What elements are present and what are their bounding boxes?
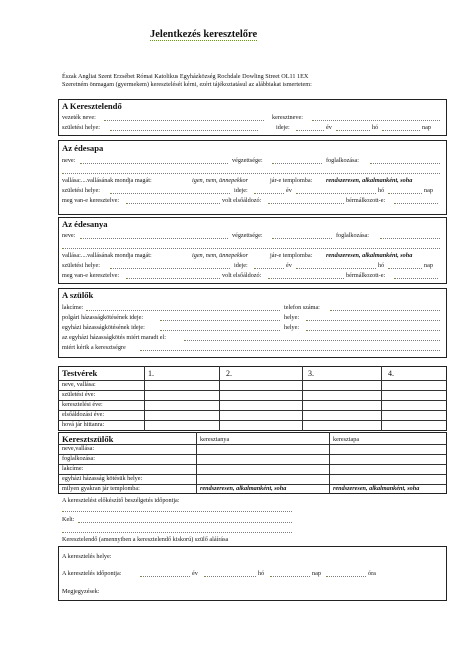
keresztszulok-heading: Keresztszülők bbox=[62, 434, 114, 444]
anya-megvane-field[interactable] bbox=[126, 272, 220, 279]
polgari-helye-label: helye: bbox=[284, 314, 300, 321]
keresztapa-freq: rendszeresen, alkalmanként, soha bbox=[333, 485, 420, 492]
testver-col-3: 3. bbox=[308, 369, 314, 378]
apa-extra-line[interactable] bbox=[62, 167, 440, 174]
megjegyzes-label: Megjegyzések: bbox=[62, 588, 100, 595]
nap-label: nap bbox=[422, 124, 431, 131]
miert-label: miért kérik a keresztségre bbox=[62, 344, 126, 351]
anya-templomba-label: jár-e templomba: bbox=[270, 252, 313, 259]
keresztszulo-row-label: egyházi házasság kötésük helye: bbox=[62, 475, 143, 482]
intro-line-1: Észak Angliai Szent Erzsébet Római Katolikus Egyházközség Rochdale Dowling Street OL11 1EX bbox=[62, 73, 309, 80]
apa-foglalkozasa-label: foglalkozása: bbox=[326, 157, 359, 164]
apa-ev-label: év bbox=[286, 187, 292, 194]
testver-col-4: 4. bbox=[388, 369, 394, 378]
idopont-nap-label: nap bbox=[312, 570, 321, 577]
apa-elsoaldozo-field[interactable] bbox=[268, 197, 344, 204]
ideje-label: ideje: bbox=[276, 124, 290, 131]
apa-szuletesi-helye-field[interactable] bbox=[110, 187, 230, 194]
apa-ev-field[interactable] bbox=[254, 187, 284, 194]
telefon-label: telefon száma: bbox=[284, 304, 320, 311]
szuletesi-helye-field[interactable] bbox=[110, 124, 258, 131]
szuletesi-helye-label: születési helye: bbox=[62, 124, 100, 131]
elmaradt-label: az egyházi házasságkötés miért maradt el: bbox=[62, 334, 166, 341]
alairas-label: Keresztelendő (amennyiben a keresztelendő kiskorú) szülő aláírása bbox=[62, 536, 229, 543]
anya-extra-line[interactable] bbox=[62, 242, 440, 249]
ho-label: hó bbox=[372, 124, 379, 131]
apa-foglalkozasa-field[interactable] bbox=[370, 157, 440, 164]
ev-label: év bbox=[326, 124, 332, 131]
testver-col-1: 1. bbox=[148, 369, 154, 378]
anya-foglalkozasa-field[interactable] bbox=[380, 232, 440, 239]
keresztszulo-row-label: milyen gyakran jár templomba: bbox=[62, 485, 140, 492]
egyhazi-helye-label: helye: bbox=[284, 324, 300, 331]
edesanya-heading: Az édesanya bbox=[62, 219, 108, 229]
anya-neve-field[interactable] bbox=[80, 232, 228, 239]
anya-templomba-options: rendszeresen, alkalmanként, soha bbox=[326, 252, 413, 259]
anya-ev-label: év bbox=[286, 262, 292, 269]
anya-vegzettsege-field[interactable] bbox=[272, 232, 332, 239]
idopont-ho-label: hó bbox=[258, 570, 265, 577]
alairas-field[interactable] bbox=[62, 526, 292, 533]
idopont-ora-field[interactable] bbox=[326, 570, 366, 577]
testver-col-2: 2. bbox=[226, 369, 232, 378]
keresztszulo-row-label: lakcíme: bbox=[62, 465, 84, 472]
idopont-ev-label: év bbox=[192, 570, 198, 577]
egyhazi-label: egyházi házasságkötésének ideje: bbox=[62, 324, 145, 331]
vezeteknev-label: vezeték neve: bbox=[62, 114, 96, 121]
apa-neve-label: neve: bbox=[62, 157, 76, 164]
elokeszito-label: A keresztelést előkészítő beszélgetés időpontja: bbox=[62, 497, 180, 504]
elokeszito-field[interactable] bbox=[62, 505, 292, 512]
testverek-heading: Testvérek bbox=[62, 368, 98, 378]
apa-templomba-options: rendszeresen, alkalmanként, soha bbox=[326, 177, 413, 184]
keresztszulo-row-label: neve,vallása: bbox=[62, 445, 95, 452]
egyhazi-field[interactable] bbox=[160, 324, 280, 331]
elmaradt-field[interactable] bbox=[184, 334, 440, 341]
apa-vallasa-options: igen, nem, ünnepekkor bbox=[192, 177, 249, 184]
apa-nap-field[interactable] bbox=[388, 187, 422, 194]
apa-vegzettsege-field[interactable] bbox=[272, 157, 322, 164]
ev-field[interactable] bbox=[296, 124, 324, 131]
szulok-heading: A szülők bbox=[62, 290, 94, 300]
keresztszulo-row-label: foglalkozása: bbox=[62, 455, 95, 462]
apa-ho-field[interactable] bbox=[296, 187, 376, 194]
apa-bermalkozott-field[interactable] bbox=[394, 197, 438, 204]
apa-nap-label: nap bbox=[424, 187, 433, 194]
polgari-label: polgári házasságkötésének ideje: bbox=[62, 314, 144, 321]
apa-megvane-label: meg van-e keresztelve: bbox=[62, 197, 120, 204]
keresztnev-field[interactable] bbox=[312, 114, 440, 121]
anya-vallasa-options: igen, nem, ünnepekkor bbox=[192, 252, 249, 259]
testver-row-label: születési éve: bbox=[62, 391, 96, 398]
polgari-helye-field[interactable] bbox=[306, 314, 440, 321]
apa-vallasa-label: vallása:....vallásának mondja magát: bbox=[62, 177, 152, 184]
title-text: Jelentkezés keresztelőre bbox=[150, 29, 258, 40]
anya-elsoaldozo-field[interactable] bbox=[268, 272, 344, 279]
keresztanya-col: keresztanya bbox=[200, 436, 230, 443]
anya-nap-field[interactable] bbox=[388, 262, 422, 269]
document-title bbox=[150, 29, 257, 40]
ho-field[interactable] bbox=[336, 124, 370, 131]
anya-szuletesi-helye-label: születési helye: bbox=[62, 262, 100, 269]
testver-row-label: elsőáldozási éve: bbox=[62, 411, 105, 418]
anya-vegzettsege-label: végzettsége: bbox=[232, 232, 263, 239]
keresztelendo-heading: A Keresztelendő bbox=[62, 101, 122, 111]
anya-nap-label: nap bbox=[424, 262, 433, 269]
idopont-nap-field[interactable] bbox=[270, 570, 310, 577]
edesapa-heading: Az édesapa bbox=[62, 143, 104, 153]
polgari-field[interactable] bbox=[160, 314, 280, 321]
kelt-field[interactable] bbox=[78, 516, 292, 523]
anya-vallasa-label: vallása:....vallásának mondja magát: bbox=[62, 252, 152, 259]
testver-row-label: neve, vallása: bbox=[62, 381, 96, 388]
nap-field[interactable] bbox=[382, 124, 420, 131]
vezeteknev-field[interactable] bbox=[104, 114, 264, 121]
anya-bermalkozott-field[interactable] bbox=[394, 272, 438, 279]
apa-elsoaldozo-label: volt elsőáldozó: bbox=[222, 197, 262, 204]
apa-ideje-label: ideje: bbox=[234, 187, 248, 194]
keresztnev-label: keresztneve: bbox=[272, 114, 303, 121]
testver-row-label: keresztelési éve: bbox=[62, 401, 103, 408]
testver-row-label: hová jár hittanra: bbox=[62, 421, 105, 428]
apa-megvane-field[interactable] bbox=[126, 197, 220, 204]
anya-szuletesi-helye-field[interactable] bbox=[110, 262, 230, 269]
anya-neve-label: neve: bbox=[62, 232, 76, 239]
idopont-ev-field[interactable] bbox=[140, 570, 190, 577]
anya-bermalkozott-label: bérmálkozott-e: bbox=[346, 272, 386, 279]
anya-ho-field[interactable] bbox=[296, 262, 376, 269]
anya-ev-field[interactable] bbox=[254, 262, 284, 269]
apa-templomba-label: jár-e templomba: bbox=[270, 177, 313, 184]
keresztapa-col: keresztapa bbox=[333, 436, 360, 443]
apa-vegzettsege-label: végzettsége: bbox=[232, 157, 263, 164]
apa-ho-label: hó bbox=[378, 187, 385, 194]
telefon-field[interactable] bbox=[330, 304, 440, 311]
idopont-ora-label: óra bbox=[368, 570, 376, 577]
miert-field[interactable] bbox=[140, 344, 440, 351]
apa-bermalkozott-label: bérmálkozott-e: bbox=[346, 197, 386, 204]
apa-neve-field[interactable] bbox=[80, 157, 228, 164]
intro-line-2: Szeretném önmagam (gyermekem) keresztelését kérni, ezért tájékoztatásul az alábbiakat ismertetem: bbox=[62, 81, 312, 88]
keresztelés-helye-label: A keresztelés helye: bbox=[62, 553, 112, 560]
apa-szuletesi-helye-label: születési helye: bbox=[62, 187, 100, 194]
idopont-ho-field[interactable] bbox=[204, 570, 256, 577]
lakcime-label: lakcíme: bbox=[62, 304, 84, 311]
keresztelés-idopont-label: A keresztelés időpontja: bbox=[62, 570, 122, 577]
anya-elsoaldozo-label: volt elsőáldozó: bbox=[222, 272, 262, 279]
kelt-label: Kelt: bbox=[62, 516, 75, 523]
egyhazi-helye-field[interactable] bbox=[306, 324, 440, 331]
keresztanya-freq: rendszeresen, alkalmanként, soha bbox=[200, 485, 287, 492]
anya-megvane-label: meg van-e keresztelve: bbox=[62, 272, 120, 279]
lakcime-field[interactable] bbox=[86, 304, 280, 311]
anya-foglalkozasa-label: foglalkozása: bbox=[336, 232, 369, 239]
anya-ideje-label: ideje: bbox=[234, 262, 248, 269]
anya-ho-label: hó bbox=[378, 262, 385, 269]
